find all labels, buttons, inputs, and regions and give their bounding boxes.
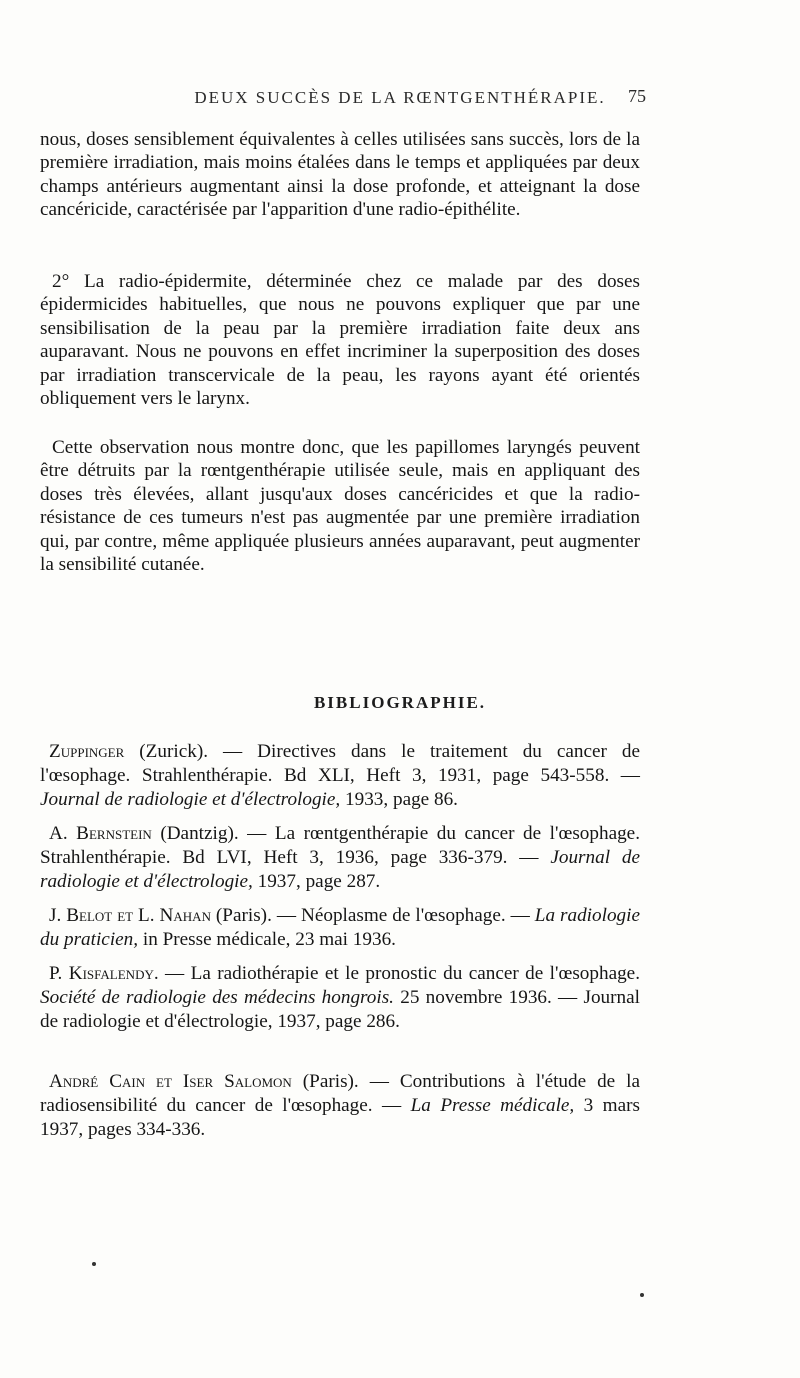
- bib-text: — La rœntgenthérapie du cancer de l'œsophage. Strahlenthérapie. Bd LVI, Heft 3, 1936, page 336-379. —: [40, 823, 640, 868]
- ink-speck: [92, 1262, 96, 1266]
- bib-place: (Dantzig).: [160, 823, 239, 844]
- paragraph-3: Cette observation nous montre donc, que les papillomes laryngés peuvent être détruits par la rœntgenthérapie utilisée seule, mais en appliquant des doses très élevées, allant jusqu'aux doses cancéricides et que la radio-résistance de ces tumeurs n'est pas augmentée par une première irradiation qui, par contre, même appliquée plusieurs années auparavant, peut augmenter la sensibilité cutanée.: [40, 437, 640, 576]
- bib-text: — Directives dans le traitement du cancer de l'œsophage. Strahlenthérapie. Bd XLI, Heft 3, 1931, page 543-558. —: [40, 741, 641, 786]
- bib-journal: La radiologie du praticien,: [40, 905, 640, 950]
- running-title: DEUX SUCCÈS DE LA RŒNTGENTHÉRAPIE.: [194, 88, 606, 107]
- bib-text: — La radiothérapie et le pronostic du cancer de l'œsophage.: [158, 963, 640, 984]
- bib-entry-5-text: [40, 1070, 640, 1142]
- bib-entry-3-text: [40, 904, 640, 952]
- paragraph-2: 2° La radio-épidermite, déterminée chez ce malade par des doses épidermicides habituelles, que nous ne pouvons expliquer que par une sensibilisation de la peau par la première irradiation faite deux ans auparavant. Nous ne pouvons en effet incriminer la superposition des doses par irradiation transcervicale de la peau, les rayons ayant été orientés obliquement vers le larynx.: [40, 271, 640, 410]
- bib-text: — Néoplasme de l'œsophage. —: [271, 905, 535, 926]
- bib-author: J. Belot et L. Nahan: [49, 905, 211, 926]
- bib-tail: 3 mars 1937, pages 334-336.: [40, 1095, 640, 1140]
- bib-entry-4-text: [40, 962, 640, 1034]
- bib-author: P. Kisfalendy.: [49, 963, 159, 984]
- bib-tail: in Presse médicale, 23 mai 1936.: [138, 929, 396, 950]
- bib-entry-4: [40, 962, 640, 1034]
- bibliography-heading: BIBLIOGRAPHIE.: [313, 693, 487, 712]
- body-text-2: [40, 270, 640, 410]
- paragraph-1: nous, doses sensiblement équivalentes à celles utilisées sans succès, lors de la première irradiation, mais moins étalées dans le temps et appliquées par deux champs antérieurs augmentant ainsi la dose profonde, et atteignant la dose cancéricide, caractérisée par l'apparition d'une radio-épithélite.: [40, 129, 640, 221]
- bib-entry-2: [40, 822, 640, 894]
- body-text-3: [40, 436, 640, 576]
- bib-entry-1-text: [40, 740, 640, 812]
- bib-text: — Contributions à l'étude de la radiosensibilité du cancer de l'œsophage. —: [40, 1071, 641, 1116]
- bib-journal: Journal de radiologie et d'électrologie,: [40, 847, 640, 892]
- bib-place: (Paris).: [215, 905, 272, 926]
- bib-entry-3: [40, 904, 640, 952]
- page-number: 75: [628, 86, 646, 106]
- bib-tail: 25 novembre 1936. — Journal de radiologie et d'électrologie, 1937, page 286.: [40, 987, 640, 1032]
- bib-journal: La Presse médicale,: [410, 1095, 575, 1116]
- bib-journal: Journal de radiologie et d'électrologie,: [40, 789, 341, 810]
- bib-tail: 1937, page 287.: [252, 871, 381, 892]
- bib-place: (Paris).: [302, 1071, 359, 1092]
- body-text: [40, 128, 640, 222]
- bib-author: Zuppinger: [49, 741, 125, 762]
- bib-entry-5: [40, 1070, 640, 1142]
- bib-journal: Société de radiologie des médecins hongrois.: [40, 987, 394, 1008]
- bib-entry-1: [40, 740, 640, 812]
- bib-author: André Cain et Iser Salomon: [49, 1071, 292, 1092]
- ink-speck: [640, 1293, 644, 1297]
- bib-place: (Zurick).: [139, 741, 209, 762]
- bib-author: A. Bernstein: [49, 823, 152, 844]
- bib-tail: 1933, page 86.: [340, 789, 458, 810]
- bib-entry-2-text: [40, 822, 640, 894]
